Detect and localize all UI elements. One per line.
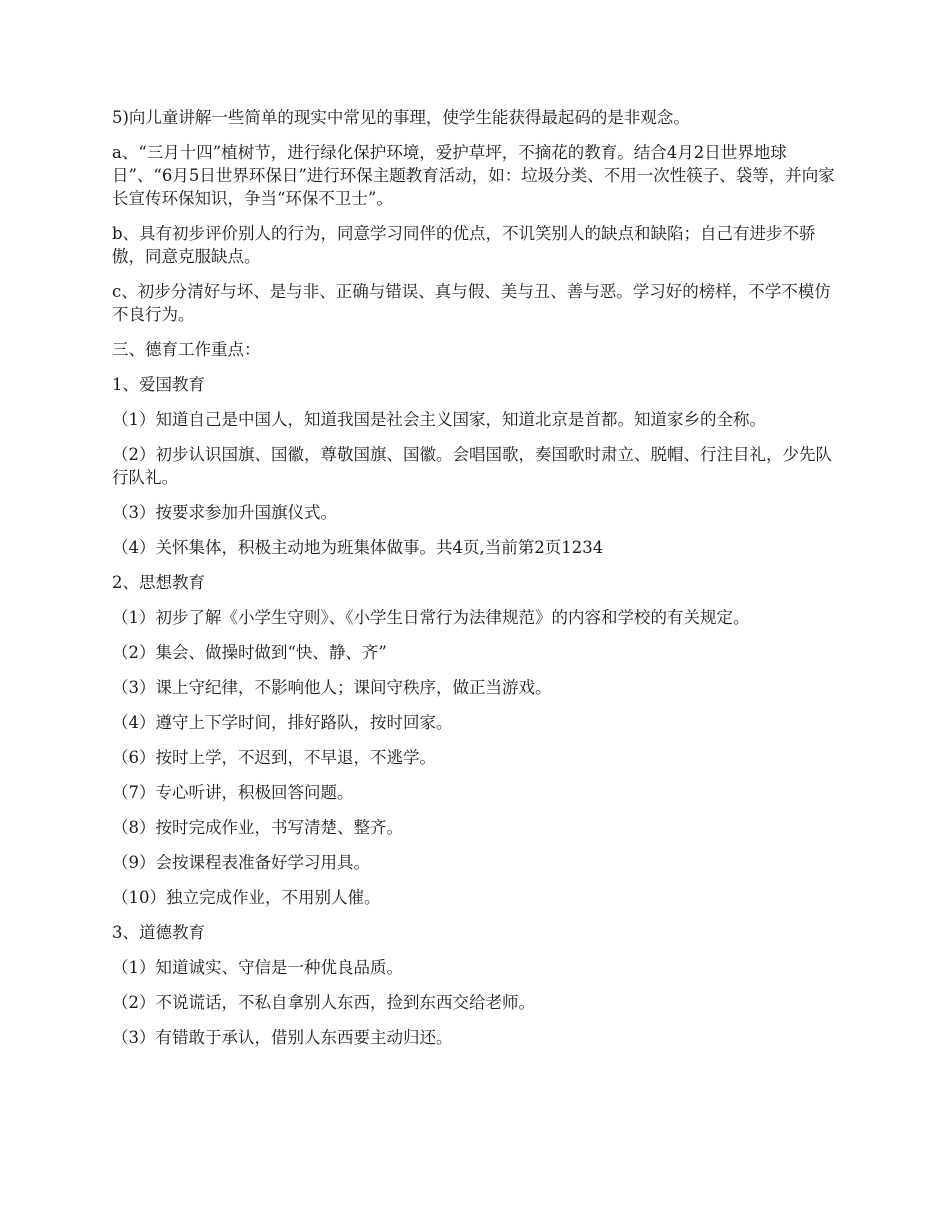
list-item: （3）课上守纪律，不影响他人；课间守秩序，做正当游戏。 — [112, 678, 552, 697]
paragraph-item-a-environment: a、“三月十四”植树节，进行绿化保护环境，爱护草坪，不摘花的教育。结合4月2日世界地球日”、“6月5日世界环保日”进行环保主题教育活动，如：垃圾分类、不用一次性筷子、袋等，并向家长宣传环保知识，争当“环保不卫士”。 — [112, 143, 835, 208]
list-item: （1）知道诚实、守信是一种优良品质。 — [112, 958, 403, 977]
list-item: （3）按要求参加升国旗仪式。 — [112, 503, 337, 522]
list-item: （2）不说谎话，不私自拿别人东西，捡到东西交给老师。 — [112, 993, 535, 1012]
paragraph-item-5-intro: 5)向儿童讲解一些简单的现实中常见的事理，使学生能获得最起码的是非观念。 — [112, 108, 690, 127]
list-item: （7）专心听讲，积极回答问题。 — [112, 783, 354, 802]
list-item: （8）按时完成作业，书写清楚、整齐。 — [112, 818, 403, 837]
list-item: （2）初步认识国旗、国徽，尊敬国旗、国徽。会唱国歌，奏国歌时肃立、脱帽、行注目礼，少先队行队礼。 — [112, 445, 832, 487]
subsection-heading-patriotic: 1、爱国教育 — [112, 375, 205, 394]
list-item: （1）初步了解《小学生守则》、《小学生日常行为法律规范》的内容和学校的有关规定。 — [112, 608, 750, 627]
subsection-heading-morality: 3、道德教育 — [112, 923, 205, 942]
list-item: （9）会按课程表准备好学习用具。 — [112, 853, 370, 872]
section-heading-moral-focus: 三、德育工作重点： — [112, 340, 261, 359]
list-item: （2）集会、做操时做到“快、静、齐” — [112, 643, 387, 662]
paragraph-item-b-evaluation: b、具有初步评价别人的行为，同意学习同伴的优点，不讥笑别人的缺点和缺陷；自己有进步不骄傲，同意克服缺点。 — [112, 224, 816, 266]
subsection-heading-ideology: 2、思想教育 — [112, 573, 205, 592]
list-item: （4）遵守上下学时间，排好路队，按时回家。 — [112, 713, 453, 732]
list-item: （10）独立完成作业，不用别人催。 — [112, 888, 381, 907]
paragraph-item-c-distinguish: c、初步分清好与坏、是与非、正确与错误、真与假、美与丑、善与恶。学习好的榜样，不学不模仿不良行为。 — [112, 282, 831, 324]
list-item: （4）关怀集体，积极主动地为班集体做事。共4页,当前第2页1234 — [112, 538, 604, 557]
document-page — [112, 106, 842, 1061]
list-item: （1）知道自己是中国人，知道我国是社会主义国家，知道北京是首都。知道家乡的全称。 — [112, 410, 766, 429]
list-item: （3）有错敢于承认，借别人东西要主动归还。 — [112, 1028, 453, 1047]
list-item: （6）按时上学，不迟到，不早退，不逃学。 — [112, 748, 436, 767]
